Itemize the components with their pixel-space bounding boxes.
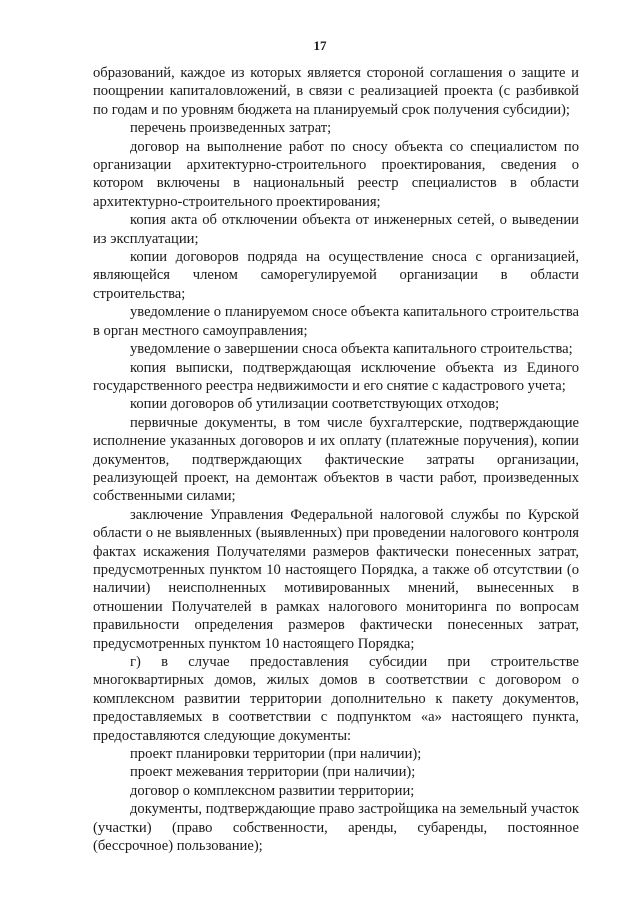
- paragraph: проект планировки территории (при наличии);: [130, 746, 422, 763]
- paragraph: перечень произведенных затрат;: [130, 120, 332, 137]
- paragraph: образований, каждое из которых является стороной соглашения о защите и поощрении капиталовложений, в связи с реализацией проекта (с разбивкой по годам и по уровням бюджета на планируемый срок получения субсидии);: [93, 65, 579, 118]
- paragraph: договор на выполнение работ по сносу объекта со специалистом по организации архитектурно-строительного проектирования, сведения о котором включены в национальный реестр специалистов в области архитектурно-строительного проектирования;: [93, 138, 579, 210]
- paragraph: копии договоров об утилизации соответствующих отходов;: [130, 396, 500, 413]
- document-body: [93, 64, 579, 855]
- paragraph: копия акта об отключении объекта от инженерных сетей, о выведении из эксплуатации;: [93, 212, 579, 247]
- paragraph: документы, подтверждающие право застройщика на земельный участок (участки) (право собственности, аренды, субаренды, постоянное (бессрочное) пользование);: [93, 801, 579, 855]
- paragraph: проект межевания территории (при наличии);: [130, 764, 416, 781]
- paragraph: заключение Управления Федеральной налоговой службы по Курской области о не выявленных (выявленных) при проведении налогового контроля фактах искажения Получателями размеров фактически понесенных затрат, предусмотренных пунктом 10 настоящего Порядка, а также об отсутствии (о наличии) неисполненных мотивированных мнений, вынесенных в отношении Получателей в рамках налогового мониторинга по вопросам правильности определения размеров фактически понесенных затрат, предусмотренных пунктом 10 настоящего Порядка;: [93, 506, 579, 652]
- paragraph: копии договоров подряда на осуществление сноса с организацией, являющейся членом саморегулируемой организации в области строительства;: [93, 249, 579, 302]
- paragraph: копия выписки, подтверждающая исключение объекта из Единого государственного реестра недвижимости и его снятие с кадастрового учета;: [93, 359, 579, 394]
- paragraph: первичные документы, в том числе бухгалтерские, подтверждающие исполнение указанных договоров и их оплату (платежные поручения), копии документов, подтверждающих фактические затраты организации, реализующей проект, на демонтаж объектов в части работ, произведенных собственными силами;: [93, 414, 579, 505]
- page-number: 17: [313, 38, 327, 53]
- paragraph: договор о комплексном развитии территории;: [130, 782, 415, 799]
- paragraph: уведомление о завершении сноса объекта капитального строительства;: [130, 341, 573, 358]
- paragraph: уведомление о планируемом сносе объекта капитального строительства в орган местного самоуправления;: [93, 304, 579, 339]
- paragraph: г) в случае предоставления субсидии при строительстве многоквартирных домов, жилых домов в соответствии с договором о комплексном развитии территории дополнительно к пакету документов, предоставляемых в соответствии с подпунктом «а» настоящего пункта, предоставляются следующие документы:: [93, 654, 579, 744]
